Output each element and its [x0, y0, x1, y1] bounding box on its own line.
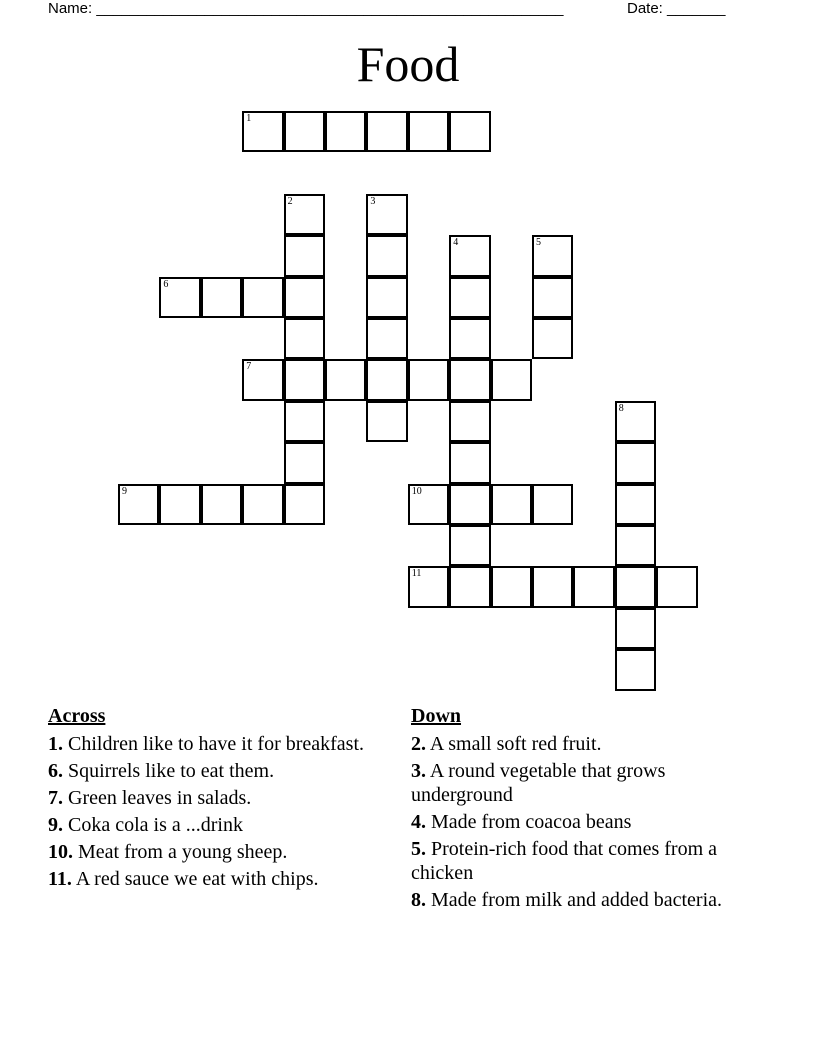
- grid-cell[interactable]: [449, 442, 490, 483]
- grid-cell[interactable]: [242, 484, 283, 525]
- grid-cell[interactable]: [408, 566, 449, 607]
- grid-cell[interactable]: [449, 566, 490, 607]
- clue-text: Coka cola is a ...drink: [68, 814, 243, 836]
- grid-cell[interactable]: [201, 484, 242, 525]
- clue-text: A small soft red fruit.: [429, 733, 602, 755]
- clue-number: 3: [370, 195, 376, 207]
- across-clue: [48, 732, 393, 756]
- grid-cell[interactable]: [242, 277, 283, 318]
- clue-num: 5.: [411, 838, 426, 860]
- grid-cell[interactable]: [284, 401, 325, 442]
- grid-cell[interactable]: [284, 277, 325, 318]
- grid-cell[interactable]: [615, 649, 656, 690]
- grid-cell[interactable]: [449, 359, 490, 400]
- grid-cell[interactable]: [449, 111, 490, 152]
- clue-num: 1.: [48, 733, 63, 755]
- grid-cell[interactable]: [159, 484, 200, 525]
- across-clue: [48, 813, 393, 837]
- clue-text: A round vegetable that grows underground: [411, 760, 666, 806]
- date-field[interactable]: Date: _______: [627, 0, 726, 17]
- grid-cell[interactable]: [449, 318, 490, 359]
- clue-num: 8.: [411, 889, 426, 911]
- across-clue: [48, 759, 393, 783]
- clue-text: Made from milk and added bacteria.: [431, 889, 722, 911]
- grid-cell[interactable]: [366, 235, 407, 276]
- grid-cell[interactable]: [532, 277, 573, 318]
- grid-cell[interactable]: [408, 359, 449, 400]
- grid-cell[interactable]: [573, 566, 614, 607]
- grid-cell[interactable]: [159, 277, 200, 318]
- clue-number: 8: [618, 402, 624, 414]
- down-heading: Down: [411, 705, 462, 727]
- down-clue: [411, 888, 756, 912]
- down-clues: [411, 704, 756, 915]
- grid-cell[interactable]: [615, 442, 656, 483]
- clue-text: Made from coacoa beans: [431, 811, 632, 833]
- grid-cell[interactable]: [491, 484, 532, 525]
- grid-cell[interactable]: [284, 318, 325, 359]
- clue-num: 6.: [48, 760, 63, 782]
- clue-text: Squirrels like to eat them.: [68, 760, 275, 782]
- grid-cell[interactable]: [325, 111, 366, 152]
- grid-cell[interactable]: [284, 111, 325, 152]
- grid-cell[interactable]: [491, 359, 532, 400]
- grid-cell[interactable]: [449, 277, 490, 318]
- grid-cell[interactable]: [284, 235, 325, 276]
- grid-cell[interactable]: [532, 235, 573, 276]
- grid-cell[interactable]: [408, 111, 449, 152]
- grid-cell[interactable]: [284, 442, 325, 483]
- grid-cell[interactable]: [449, 401, 490, 442]
- clue-number: 9: [122, 485, 127, 497]
- clue-number: 7: [246, 361, 252, 373]
- clue-number: 2: [287, 195, 293, 207]
- grid-cell[interactable]: [366, 401, 407, 442]
- grid-cell[interactable]: [366, 359, 407, 400]
- grid-cell[interactable]: [532, 566, 573, 607]
- clue-text: Children like to have it for breakfast.: [68, 733, 365, 755]
- grid-cell[interactable]: [615, 525, 656, 566]
- grid-cell[interactable]: [284, 359, 325, 400]
- grid-cell[interactable]: [532, 484, 573, 525]
- grid-cell[interactable]: [242, 359, 283, 400]
- clue-num: 4.: [411, 811, 426, 833]
- clue-num: 2.: [411, 733, 426, 755]
- grid-cell[interactable]: [284, 194, 325, 235]
- grid-cell[interactable]: [118, 484, 159, 525]
- grid-cell[interactable]: [325, 359, 366, 400]
- clue-number: 4: [453, 237, 459, 249]
- grid-cell[interactable]: [201, 277, 242, 318]
- grid-cell[interactable]: [366, 194, 407, 235]
- grid-cell[interactable]: [615, 401, 656, 442]
- grid-cell[interactable]: [532, 318, 573, 359]
- grid-cell[interactable]: [615, 484, 656, 525]
- down-clue: [411, 759, 756, 807]
- grid-cell[interactable]: [491, 566, 532, 607]
- grid-cell[interactable]: [284, 484, 325, 525]
- clue-text: Green leaves in salads.: [68, 787, 252, 809]
- down-clue: [411, 732, 756, 756]
- clue-num: 9.: [48, 814, 63, 836]
- grid-cell[interactable]: [366, 277, 407, 318]
- clue-num: 11.: [48, 868, 72, 890]
- grid-cell[interactable]: [615, 566, 656, 607]
- across-clue: [48, 867, 393, 891]
- down-clue: [411, 837, 756, 885]
- grid-cell[interactable]: [449, 235, 490, 276]
- down-clue: [411, 810, 756, 834]
- grid-cell[interactable]: [366, 111, 407, 152]
- grid-cell[interactable]: [615, 608, 656, 649]
- clue-num: 3.: [411, 760, 426, 782]
- clue-num: 7.: [48, 787, 63, 809]
- grid-cell[interactable]: [656, 566, 697, 607]
- across-clue: [48, 840, 393, 864]
- across-clue: [48, 786, 393, 810]
- clue-number: 6: [163, 278, 169, 290]
- clue-text: A red sauce we eat with chips.: [75, 868, 319, 890]
- clue-text: Meat from a young sheep.: [78, 841, 288, 863]
- clue-number: 1: [246, 113, 252, 124]
- grid-cell[interactable]: [449, 525, 490, 566]
- clue-number: 5: [536, 237, 541, 249]
- clue-number: 10: [411, 485, 422, 497]
- grid-cell[interactable]: [366, 318, 407, 359]
- name-field[interactable]: Name: ________________________________________________________: [48, 0, 564, 17]
- clue-text: Protein-rich food that comes from a chicken: [411, 838, 718, 884]
- clue-num: 10.: [48, 841, 73, 863]
- grid-cell[interactable]: [408, 484, 449, 525]
- grid-cell[interactable]: [242, 111, 283, 152]
- across-clues: [48, 704, 393, 894]
- grid-cell[interactable]: [449, 484, 490, 525]
- page-title: Food: [356, 36, 460, 92]
- across-heading: Across: [48, 705, 106, 727]
- clue-number: 11: [411, 568, 422, 580]
